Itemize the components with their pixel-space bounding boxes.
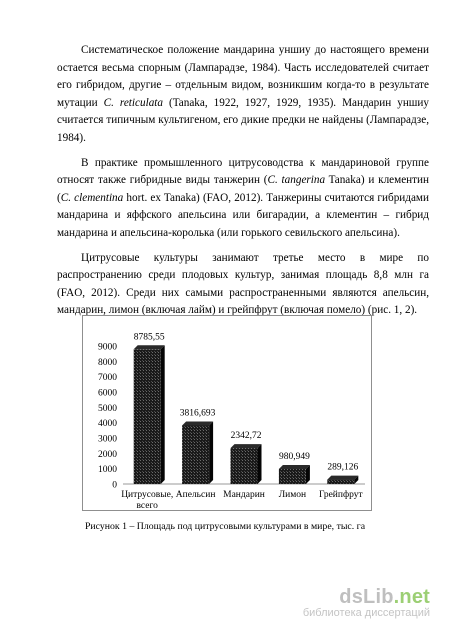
data-label: 3816,693 bbox=[179, 408, 216, 419]
bar-top bbox=[279, 465, 310, 469]
y-tick-label: 8000 bbox=[98, 357, 117, 368]
bar-chart bbox=[83, 316, 373, 512]
watermark-subtitle: библиотека диссертаций bbox=[302, 607, 430, 619]
data-label: 980,949 bbox=[278, 451, 310, 462]
x-tick-label: Апельсин bbox=[175, 490, 216, 500]
species-name: C. clementina bbox=[60, 191, 124, 204]
text-run: Tanaka) и клементин ( bbox=[57, 174, 430, 204]
paragraph-1 bbox=[57, 42, 429, 148]
bar-top bbox=[327, 476, 358, 480]
species-name: C. reticulata bbox=[103, 96, 163, 109]
bar-top bbox=[134, 345, 165, 349]
data-label: 8785,55 bbox=[133, 332, 165, 343]
bar-top bbox=[231, 444, 262, 448]
figure-caption: Рисунок 1 – Площадь под цитрусовыми культурами в мире, тыс. га bbox=[84, 521, 366, 532]
chart-figure bbox=[82, 315, 372, 511]
y-tick-label: 2000 bbox=[98, 449, 117, 460]
paragraph-3 bbox=[57, 250, 429, 320]
bar bbox=[134, 349, 161, 484]
y-tick-label: 1000 bbox=[98, 465, 117, 476]
bar bbox=[182, 425, 209, 484]
species-name: C. tangerina bbox=[267, 174, 326, 187]
x-tick-label: Лимон bbox=[278, 490, 307, 500]
watermark bbox=[303, 586, 430, 619]
bar bbox=[231, 448, 258, 484]
text-run: Цитрусовые культуры занимают третье место в мире по распространению среди плодовых культур, занимая площадь 8,8 млн га (FAO, 2012). Среди них самыми распространенными являются апельсин, мандарин, лимон (включая лайм) и грейпфрут (включая помело) (рис. 1, 2). bbox=[57, 251, 429, 317]
data-label: 289,126 bbox=[327, 462, 359, 473]
bar-side bbox=[258, 444, 262, 484]
text-run: В практике промышленного цитрусоводства к мандариновой группе относят также гибридные виды танжерин ( bbox=[57, 156, 429, 187]
text-run: (Tanaka, 1922, 1927, 1929, 1935). Мандарин уншиу считается типичным культигеном, его дикие предки не найдены (Лампарадзе, 1984). bbox=[57, 96, 429, 144]
x-tick-label: Мандарин bbox=[223, 490, 265, 500]
bar-top bbox=[182, 421, 213, 425]
bar-side bbox=[209, 421, 213, 484]
y-tick-label: 0 bbox=[112, 480, 117, 491]
x-tick-label: всего bbox=[136, 501, 158, 511]
y-tick-label: 6000 bbox=[98, 388, 117, 399]
y-tick-label: 5000 bbox=[98, 403, 117, 414]
body-text bbox=[57, 42, 429, 320]
data-label: 2342,72 bbox=[230, 431, 262, 442]
y-tick-label: 7000 bbox=[98, 373, 117, 384]
bar bbox=[279, 469, 306, 484]
y-tick-label: 4000 bbox=[98, 419, 117, 430]
x-tick-label: Грейпфрут bbox=[318, 490, 363, 500]
x-tick-label: Цитрусовые, bbox=[121, 490, 174, 500]
bar-side bbox=[161, 345, 165, 484]
y-tick-label: 9000 bbox=[98, 342, 117, 353]
text-run: hort. ex Tanaka) (FAO, 2012). Танжерины считаются гибридами мандарина и яффского апельсина или бигарадии, а клементин – гибрид мандарина и апельсина-королька (или горького севильского апельсина). bbox=[57, 191, 429, 239]
watermark-logo: dsLib.net bbox=[339, 586, 430, 608]
text-run: Систематическое положение мандарина уншиу до настоящего времени остается весьма спорным (Лампарадзе, 1984). Часть исследователей считает его гибридом, другие – отдельным видом, возникшим когда-то в результате мутации bbox=[57, 44, 429, 109]
y-tick-label: 3000 bbox=[98, 434, 117, 445]
paragraph-2 bbox=[57, 155, 429, 243]
bar bbox=[327, 480, 354, 484]
